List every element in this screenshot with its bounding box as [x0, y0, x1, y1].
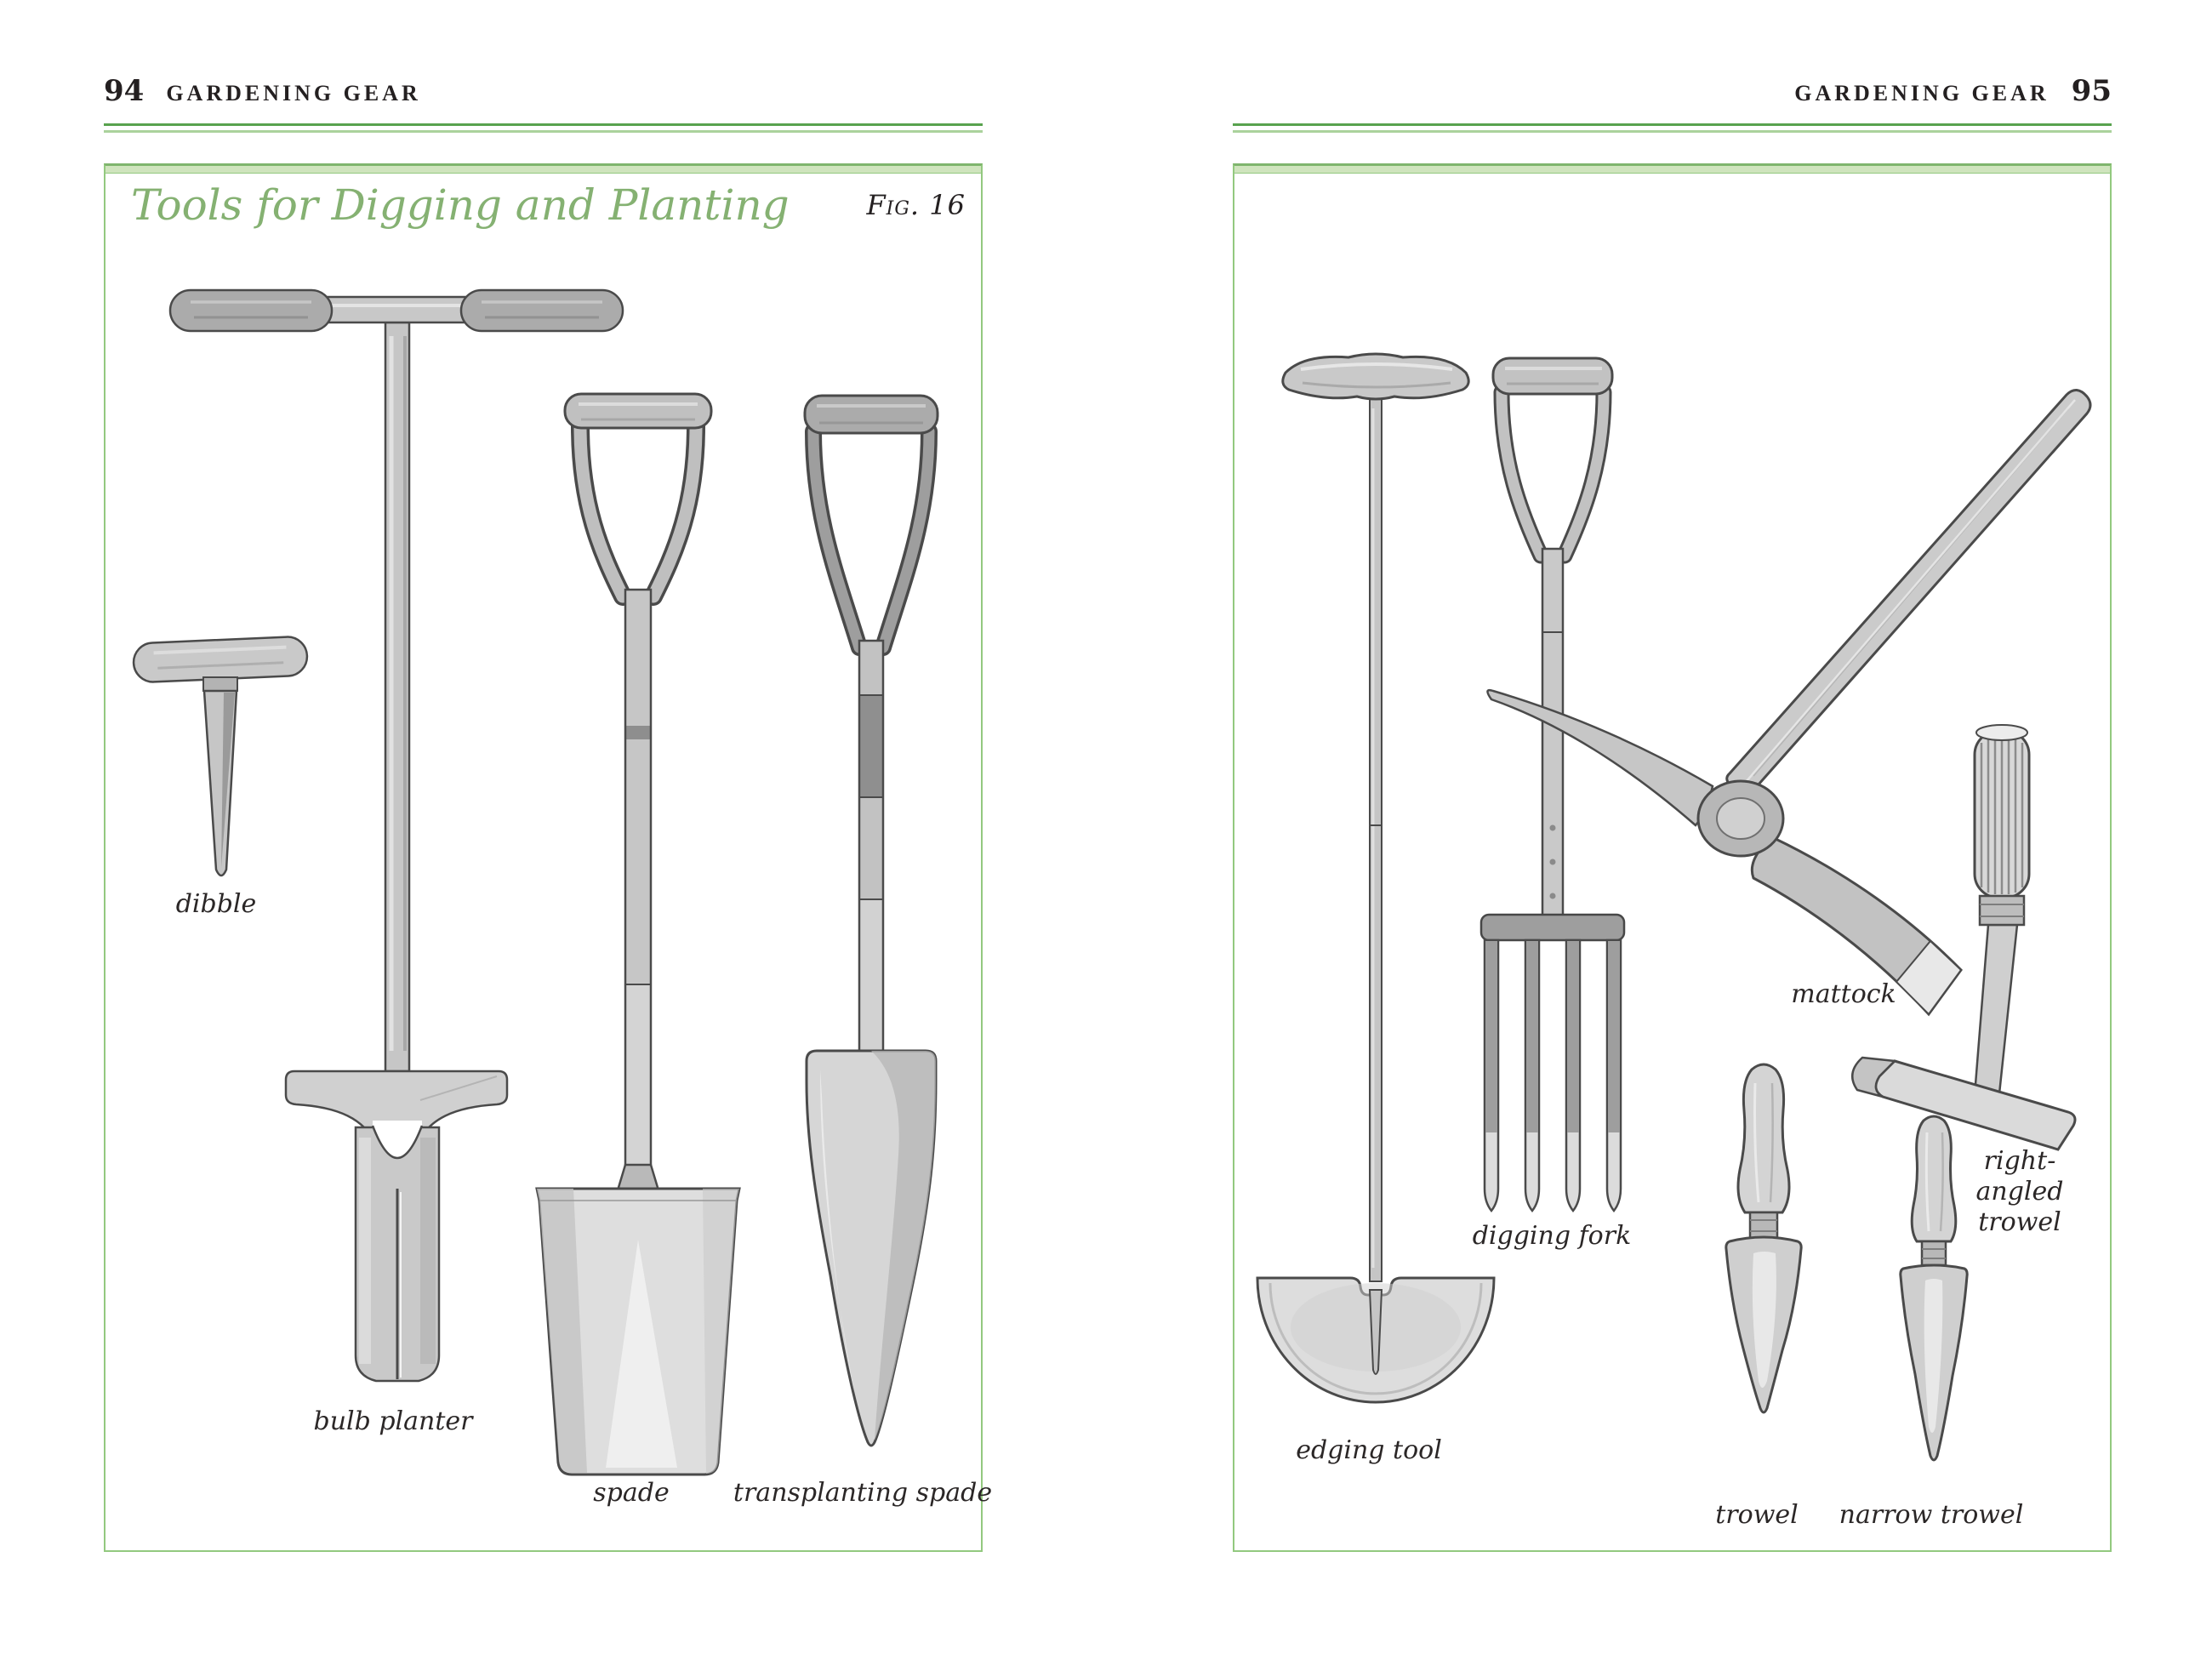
- right-figure-box: [1233, 163, 2112, 1552]
- label-right-angled-trowel-line3: trowel: [1978, 1207, 2061, 1237]
- label-narrow-trowel: narrow trowel: [1839, 1500, 2024, 1530]
- dibble-illustration: [118, 630, 322, 889]
- label-right-angled-trowel-line2: angled: [1975, 1177, 2064, 1206]
- label-edging-tool: edging tool: [1296, 1435, 1442, 1465]
- label-transplanting-spade: transplanting spade: [733, 1478, 993, 1508]
- transplanting-spade-illustration: [701, 389, 956, 1491]
- label-spade: spade: [593, 1478, 670, 1508]
- label-mattock: mattock: [1791, 979, 1896, 1009]
- narrow-trowel-illustration: [1886, 1112, 1981, 1491]
- right-angled-trowel-illustration: [1813, 717, 2094, 1177]
- left-running-head: GARDENING GEAR: [166, 81, 421, 106]
- label-dibble: dibble: [175, 889, 257, 919]
- right-running-head: GARDENING GEAR: [1794, 81, 2050, 106]
- right-header-rule-dark: [1233, 123, 2112, 126]
- left-page-header: [104, 74, 421, 108]
- label-trowel: trowel: [1715, 1500, 1799, 1530]
- right-header-rule-light: [1233, 130, 2112, 133]
- label-digging-fork: digging fork: [1472, 1221, 1632, 1251]
- right-page-number: 95: [2071, 74, 2112, 108]
- label-right-angled-trowel: [1976, 1146, 2064, 1238]
- right-page-header: [1794, 74, 2112, 108]
- figure-number: Fig. 16: [866, 189, 966, 221]
- label-bulb-planter: bulb planter: [313, 1406, 473, 1436]
- label-right-angled-trowel-line1: right-: [1983, 1146, 2056, 1176]
- left-figure-box-band: [105, 166, 981, 174]
- figure-title: Tools for Digging and Planting: [131, 180, 790, 230]
- left-header-rule-dark: [104, 123, 983, 126]
- left-page-number: 94: [104, 74, 145, 108]
- left-figure-box: [104, 163, 993, 1552]
- right-figure-box-band: [1234, 166, 2110, 174]
- trowel-illustration: [1711, 1058, 1816, 1440]
- left-header-rule-light: [104, 130, 983, 133]
